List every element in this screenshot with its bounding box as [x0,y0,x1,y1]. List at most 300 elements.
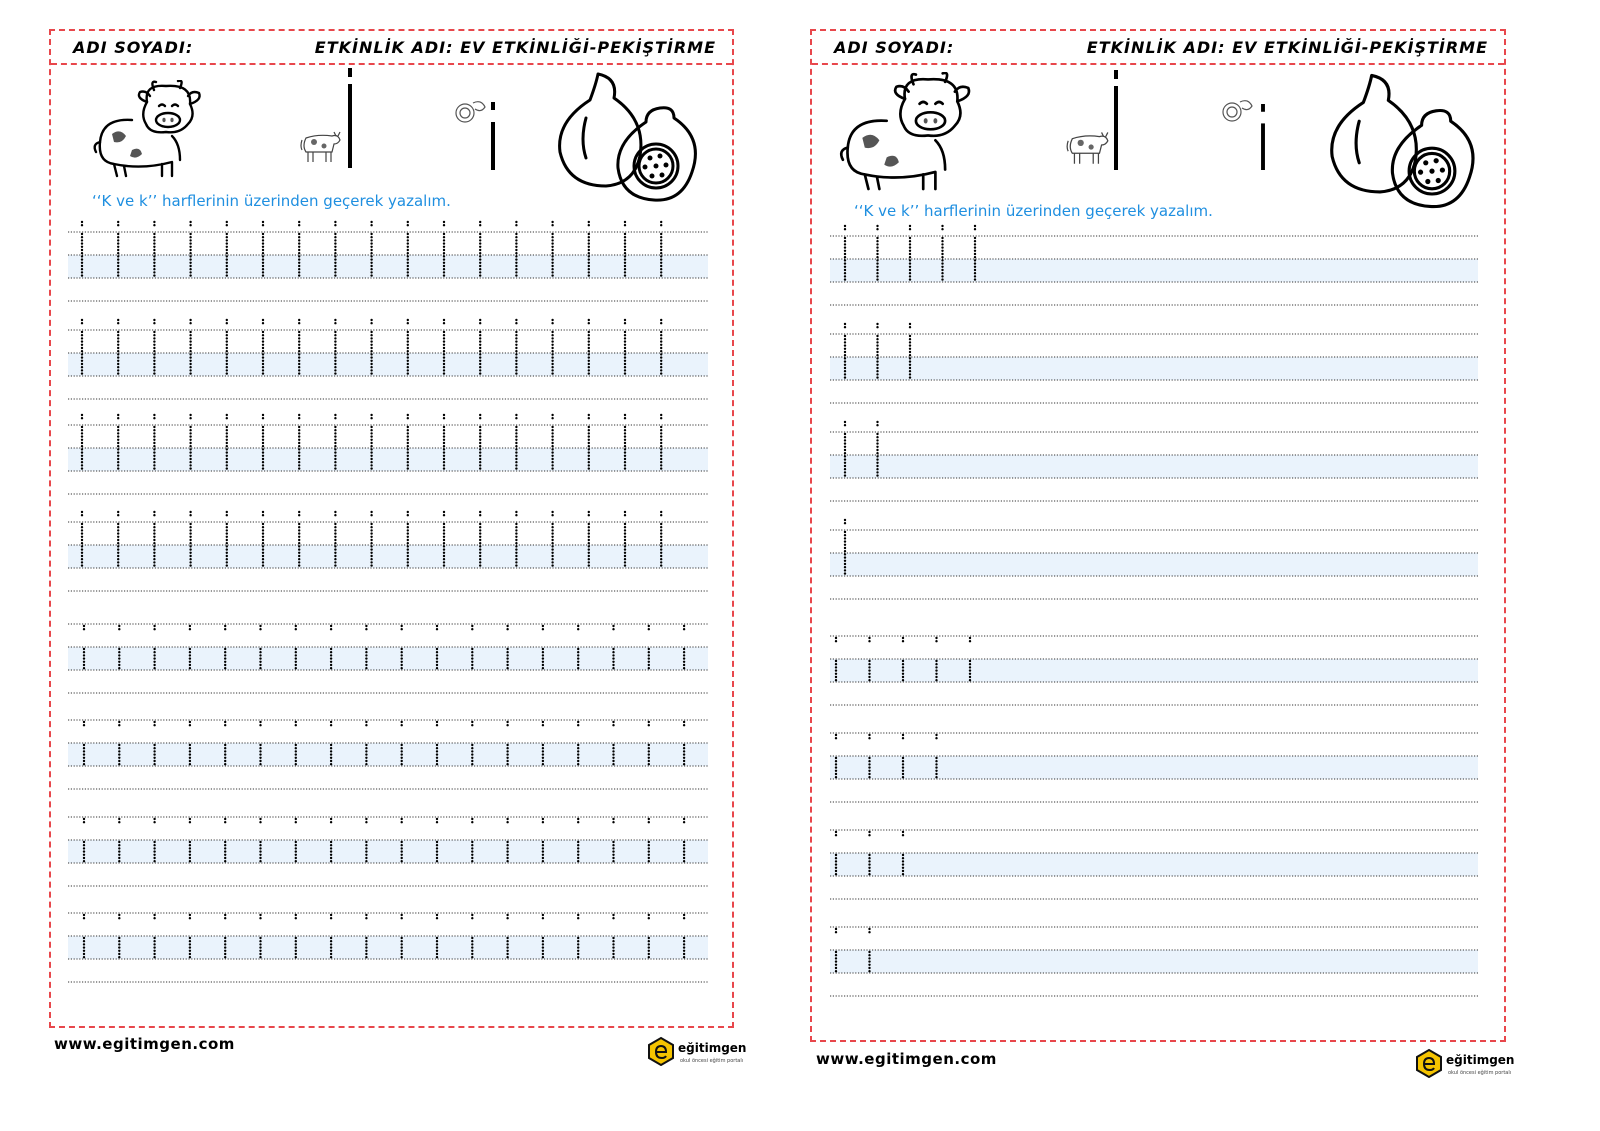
trace-letter-lower-i [835,970,837,972]
trace-letter-lower-i [259,750,261,752]
trace-letter-lower-i [612,950,614,952]
trace-letter-upper-i [844,335,846,337]
trace-letter-lower-i [83,956,85,958]
trace-letter-upper-i [551,271,553,273]
trace-letter-upper-i [407,356,409,358]
trace-letter-upper-i [660,353,662,355]
trace-letter-upper-i [334,548,336,550]
trace-letter-dot [479,514,481,516]
trace-letter-upper-i [117,442,119,444]
trace-letter-upper-i [226,353,228,355]
trace-letter-dot [479,221,481,223]
trace-letter-upper-i [81,353,83,355]
trace-letter-lower-i [295,841,297,843]
trace-letter-upper-i [189,271,191,273]
trace-letter-dot [612,917,614,919]
trace-letter-dot [515,319,517,321]
trace-letter-upper-i [370,242,372,244]
trace-letter-lower-i [365,950,367,952]
trace-letter-upper-i [588,461,590,463]
trace-letter-lower-i [612,854,614,856]
trace-letter-upper-i [262,363,264,365]
trace-letter-upper-i [262,542,264,544]
trace-letter-upper-i [624,334,626,336]
trace-letter-dot [436,721,438,723]
trace-letter-upper-i [844,563,846,565]
trace-letter-upper-i [117,363,119,365]
trace-letter-upper-i [117,372,119,374]
trace-letter-upper-i [370,360,372,362]
trace-letter-dot [298,514,300,516]
trace-letter-upper-i [909,357,911,359]
trace-letter-lower-i [295,844,297,846]
trace-letter-upper-i [334,429,336,431]
trace-letter-dot [471,721,473,723]
trace-letter-upper-i [624,536,626,538]
trace-letter-lower-i [902,666,904,668]
trace-letter-lower-i [436,757,438,759]
trace-letter-dot [153,224,155,226]
trace-letter-lower-i [577,847,579,849]
trace-letter-lower-i [118,747,120,749]
trace-letter-upper-i [153,467,155,469]
trace-letter-upper-i [660,461,662,463]
trace-letter-lower-i [506,950,508,952]
trace-letter-dot [262,221,264,223]
trace-letter-dot [471,625,473,627]
trace-letter-dot [974,225,976,227]
trace-letter-lower-i [365,854,367,856]
trace-letter-upper-i [551,360,553,362]
trace-letter-upper-i [624,542,626,544]
logo-name: eğitimgen [1446,1053,1515,1067]
trace-letter-upper-i [844,534,846,536]
trace-letter-upper-i [370,539,372,541]
trace-letter-upper-i [876,462,878,464]
trace-letter-upper-i [189,523,191,525]
trace-letter-upper-i [515,242,517,244]
trace-letter-lower-i [471,854,473,856]
trace-letter-lower-i [330,854,332,856]
trace-letter-upper-i [515,246,517,248]
trace-letter-upper-i [262,558,264,560]
trace-letter-dot [902,831,904,833]
trace-letter-lower-i [401,940,403,942]
trace-letter-dot [935,640,937,642]
trace-letter-upper-i [479,372,481,374]
trace-letter-dot [153,821,155,823]
trace-letter-upper-i [624,432,626,434]
trace-letter-lower-i [868,964,870,966]
trace-letter-lower-i [401,844,403,846]
trace-letter-lower-i [868,676,870,678]
trace-letter-upper-i [117,432,119,434]
trace-letter-lower-i [506,850,508,852]
trace-letter-upper-i [515,435,517,437]
trace-letter-lower-i [648,747,650,749]
trace-letter-upper-i [660,252,662,254]
trace-letter-upper-i [407,555,409,557]
trace-letter-upper-i [407,249,409,251]
trace-letter-lower-i [542,763,544,765]
trace-letter-upper-i [407,545,409,547]
trace-letter-upper-i [479,350,481,352]
trace-letter-upper-i [189,340,191,342]
trace-letter-lower-i [224,657,226,659]
trace-letter-dot [407,322,409,324]
trace-letter-upper-i [298,548,300,550]
trace-letter-upper-i [588,529,590,531]
trace-letter-lower-i [577,857,579,859]
trace-letter-lower-i [401,847,403,849]
trace-letter-upper-i [974,272,976,274]
trace-letter-lower-i [153,953,155,955]
trace-letter-lower-i [365,664,367,666]
trace-letter-upper-i [551,558,553,560]
trace-letter-upper-i [443,458,445,460]
trace-letter-upper-i [876,275,878,277]
trace-letter-lower-i [835,679,837,681]
trace-letter-dot [224,818,226,820]
trace-letter-dot [262,322,264,324]
trace-letter-upper-i [153,542,155,544]
trace-letter-upper-i [660,233,662,235]
trace-letter-upper-i [515,360,517,362]
trace-letter-upper-i [226,246,228,248]
trace-letter-dot [153,319,155,321]
trace-letter-lower-i [401,854,403,856]
trace-letter-lower-i [83,943,85,945]
trace-letter-lower-i [118,946,120,948]
trace-letter-lower-i [401,651,403,653]
trace-letter-upper-i [226,445,228,447]
trace-letter-dot [471,917,473,919]
trace-letter-dot [330,721,332,723]
trace-letter-upper-i [334,262,336,264]
trace-letter-lower-i [259,857,261,859]
trace-letter-upper-i [909,262,911,264]
trace-letter-lower-i [542,657,544,659]
trace-letter-upper-i [81,529,83,531]
trace-letter-upper-i [262,271,264,273]
activity-title: ETKİNLİK ADI: EV ETKİNLİĞİ-PEKİŞTİRME [314,38,716,57]
trace-letter-lower-i [189,744,191,746]
trace-letter-lower-i [153,747,155,749]
trace-letter-lower-i [189,956,191,958]
trace-letter-dot [515,514,517,516]
trace-letter-lower-i [436,940,438,942]
trace-letter-upper-i [515,426,517,428]
trace-letter-lower-i [401,757,403,759]
trace-letter-upper-i [515,258,517,260]
trace-letter-upper-i [334,435,336,437]
trace-letter-dot [844,421,846,423]
trace-letter-upper-i [298,369,300,371]
trace-letter-lower-i [506,841,508,843]
trace-letter-upper-i [624,337,626,339]
trace-letter-upper-i [334,356,336,358]
trace-letter-upper-i [153,536,155,538]
trace-letter-upper-i [81,552,83,554]
trace-letter-upper-i [909,275,911,277]
trace-letter-lower-i [295,847,297,849]
trace-letter-lower-i [648,857,650,859]
trace-letter-dot [612,818,614,820]
trace-letter-lower-i [189,946,191,948]
trace-letter-upper-i [334,340,336,342]
trace-letter-lower-i [83,667,85,669]
trace-letter-lower-i [153,763,155,765]
trace-letter-lower-i [330,937,332,939]
guide-band [68,545,708,568]
trace-letter-upper-i [844,338,846,340]
trace-letter-upper-i [624,445,626,447]
trace-letter-upper-i [117,271,119,273]
trace-letter-lower-i [648,940,650,942]
trace-letter-upper-i [974,240,976,242]
trace-letter-lower-i [506,753,508,755]
trace-letter-upper-i [479,271,481,273]
trace-letter-lower-i [648,763,650,765]
trace-letter-lower-i [153,667,155,669]
trace-letter-lower-i [189,648,191,650]
trace-letter-upper-i [551,429,553,431]
trace-letter-dot [443,511,445,513]
trace-letter-upper-i [153,458,155,460]
trace-letter-lower-i [153,854,155,856]
trace-letter-upper-i [443,356,445,358]
trace-letter-lower-i [436,950,438,952]
trace-letter-upper-i [624,451,626,453]
trace-letter-upper-i [153,340,155,342]
trace-letter-upper-i [189,542,191,544]
trace-letter-lower-i [224,850,226,852]
trace-letter-upper-i [479,268,481,270]
trace-letter-upper-i [153,523,155,525]
trace-letter-upper-i [189,445,191,447]
trace-letter-upper-i [81,363,83,365]
trace-letter-dot [660,322,662,324]
trace-letter-upper-i [226,529,228,531]
trace-letter-lower-i [259,667,261,669]
trace-letter-lower-i [935,666,937,668]
trace-letter-upper-i [117,252,119,254]
trace-letter-upper-i [876,253,878,255]
trace-letter-dot [153,724,155,726]
trace-letter-upper-i [551,262,553,264]
trace-letter-dot [401,724,403,726]
trace-letter-lower-i [577,953,579,955]
trace-letter-upper-i [262,552,264,554]
trace-letter-dot [436,625,438,627]
trace-letter-upper-i [660,448,662,450]
trace-letter-upper-i [941,278,943,280]
trace-letter-upper-i [226,435,228,437]
trace-letter-upper-i [974,259,976,261]
trace-letter-upper-i [660,356,662,358]
trace-letter-lower-i [542,953,544,955]
trace-letter-dot [835,931,837,933]
trace-letter-lower-i [401,648,403,650]
trace-letter-upper-i [844,360,846,362]
trace-letter-dot [365,724,367,726]
trace-letter-lower-i [868,660,870,662]
trace-letter-upper-i [479,555,481,557]
trace-letter-dot [189,818,191,820]
trace-letter-upper-i [660,347,662,349]
trace-letter-lower-i [189,657,191,659]
trace-letter-upper-i [551,372,553,374]
trace-letter-lower-i [295,648,297,650]
trace-letter-lower-i [612,937,614,939]
trace-letter-lower-i [471,657,473,659]
trace-letter-lower-i [683,651,685,653]
trace-letter-upper-i [551,426,553,428]
trace-letter-lower-i [224,661,226,663]
trace-letter-upper-i [370,558,372,560]
trace-letter-upper-i [334,464,336,466]
trace-letter-lower-i [902,863,904,865]
trace-letter-upper-i [624,236,626,238]
trace-letter-lower-i [436,753,438,755]
trace-letter-upper-i [551,331,553,333]
trace-letter-upper-i [660,558,662,560]
trace-letter-dot [262,414,264,416]
trace-letter-upper-i [153,274,155,276]
trace-letter-upper-i [660,363,662,365]
trace-letter-upper-i [515,340,517,342]
trace-letter-lower-i [902,857,904,859]
trace-letter-lower-i [969,666,971,668]
trace-letter-upper-i [844,348,846,350]
trace-letter-upper-i [226,545,228,547]
trace-letter-dot [189,821,191,823]
trace-letter-upper-i [334,350,336,352]
trace-letter-lower-i [612,943,614,945]
trace-letter-lower-i [471,937,473,939]
trace-letter-dot [118,917,120,919]
trace-letter-upper-i [624,439,626,441]
guide-band [830,259,1478,282]
trace-letter-dot [542,625,544,627]
trace-letter-upper-i [551,536,553,538]
trace-letter-dot [226,414,228,416]
trace-letter-lower-i [295,763,297,765]
trace-letter-upper-i [81,439,83,441]
trace-letter-upper-i [624,461,626,463]
trace-letter-upper-i [588,262,590,264]
trace-letter-lower-i [295,654,297,656]
trace-letter-lower-i [835,854,837,856]
trace-letter-upper-i [624,532,626,534]
trace-letter-upper-i [153,455,155,457]
trace-letter-lower-i [259,847,261,849]
trace-letter-lower-i [935,770,937,772]
trace-letter-lower-i [612,850,614,852]
trace-letter-upper-i [551,545,553,547]
trace-letter-upper-i [407,448,409,450]
trace-letter-lower-i [868,663,870,665]
trace-letter-upper-i [262,347,264,349]
trace-letter-upper-i [941,250,943,252]
trace-letter-upper-i [551,274,553,276]
trace-letter-lower-i [153,860,155,862]
trace-letter-upper-i [189,526,191,528]
trace-letter-upper-i [334,242,336,244]
trace-letter-upper-i [443,451,445,453]
trace-letter-upper-i [844,357,846,359]
trace-letter-lower-i [330,857,332,859]
trace-letter-upper-i [407,536,409,538]
trace-letter-lower-i [835,669,837,671]
trace-letter-lower-i [648,744,650,746]
trace-letter-dot [515,511,517,513]
trace-letter-lower-i [471,860,473,862]
trace-letter-lower-i [83,763,85,765]
trace-letter-upper-i [443,455,445,457]
trace-letter-lower-i [506,943,508,945]
trace-letter-upper-i [81,435,83,437]
trace-letter-lower-i [365,667,367,669]
trace-letter-dot [683,724,685,726]
trace-letter-upper-i [226,337,228,339]
trace-letter-upper-i [81,337,83,339]
trace-letter-dot [401,914,403,916]
trace-letter-dot [935,734,937,736]
trace-letter-upper-i [226,271,228,273]
trace-letter-upper-i [660,432,662,434]
trace-letter-upper-i [334,439,336,441]
trace-letter-dot [259,625,261,627]
trace-letter-upper-i [479,442,481,444]
trace-letter-lower-i [295,664,297,666]
trace-letter-upper-i [298,532,300,534]
trace-letter-dot [624,221,626,223]
trace-letter-lower-i [118,860,120,862]
trace-letter-lower-i [401,956,403,958]
trace-letter-lower-i [542,847,544,849]
trace-letter-upper-i [551,529,553,531]
trace-letter-upper-i [334,442,336,444]
trace-letter-upper-i [660,435,662,437]
trace-letter-lower-i [577,651,579,653]
trace-letter-upper-i [370,464,372,466]
trace-letter-upper-i [117,265,119,267]
trace-letter-upper-i [334,532,336,534]
trace-letter-dot [226,319,228,321]
trace-letter-lower-i [542,750,544,752]
trace-letter-upper-i [624,435,626,437]
trace-letter-lower-i [436,841,438,843]
trace-letter-upper-i [189,532,191,534]
trace-letter-upper-i [298,435,300,437]
trace-letter-dot [506,917,508,919]
trace-letter-lower-i [542,937,544,939]
trace-letter-dot [189,511,191,513]
trace-letter-upper-i [479,236,481,238]
trace-letter-lower-i [295,940,297,942]
trace-letter-upper-i [624,246,626,248]
trace-letter-upper-i [443,258,445,260]
trace-letter-lower-i [365,657,367,659]
trace-letter-upper-i [298,265,300,267]
trace-letter-lower-i [189,847,191,849]
trace-letter-upper-i [226,372,228,374]
trace-letter-upper-i [334,363,336,365]
trace-letter-upper-i [334,255,336,257]
trace-letter-lower-i [153,753,155,755]
trace-letter-upper-i [844,540,846,542]
